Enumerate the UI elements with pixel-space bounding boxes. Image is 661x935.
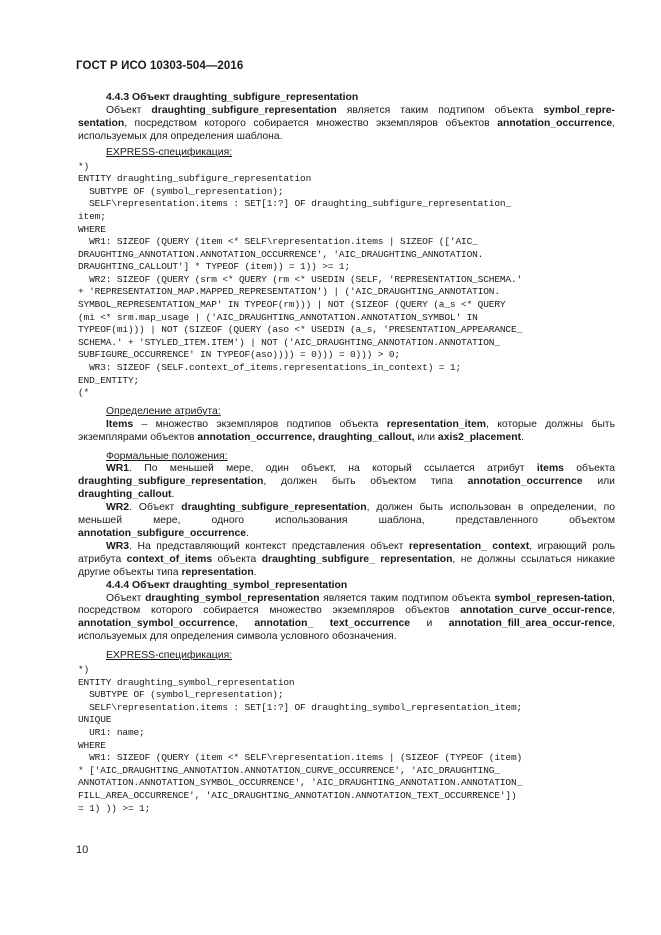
bold-term: symbol_represen-tation [494, 592, 613, 604]
text-run: или [582, 476, 615, 488]
text-run: или [414, 431, 438, 443]
formal-rule-wr2 [78, 502, 615, 541]
text-run: , посредством которого собирается множество экземпляров объектов [78, 592, 615, 617]
formal-rule-wr1 [78, 463, 615, 502]
bold-term: axis2_placement [437, 431, 522, 443]
express-code-443: *) ENTITY draughting_subfigure_representation SUBTYPE OF (symbol_representation); SELF\representation.items : SET[1:?] OF draughting_subfigure_representation_ item; WHERE WR1: SIZEOF (QUERY (item <* SELF\representation.items | SIZEOF (['AIC_ DRAUGHTING_ANNOTATION.ANNOTATION_OCCURRENCE', 'AIC_DRAUGHTING_ANNOTATION. DRAUGHTING_CALLOUT'] * TYPEOF (item)) = 1)) >= 1; WR2: SIZEOF (QUERY (srm <* QUERY (rm <* USEDIN (SELF, 'REPRESENTATION_SCHEMA.' + 'REPRESENTATION_MAP.MAPPED_REPRESENTATION') | ('AIC_DRAUGHTING_ANNOTATION. SYMBOL_REPRESENTATION_MAP' IN TYPEOF(rm))) | NOT (SIZEOF (QUERY (a_s <* QUERY (mi <* srm.map_usage | ('AIC_DRAUGHTING_ANNOTATION.ANNOTATION_SYMBOL' IN TYPEOF(mi))) | NOT (SIZEOF (QUERY (aso <* USEDIN (a_s, 'PRESENTATION_APPEARANCE_ SCHEMA.' + 'STYLED_ITEM.ITEM') | NOT ('AIC_DRAUGHTING_ANNOTATION.ANNOTATION_ SUBFIGURE_OCCURRENCE' IN TYPEOF(aso)))) = 0))) = 0))) > 0; WR3: SIZEOF (SELF.context_of_items.representations_in_context) = 1; END_ENTITY; (* [78, 160, 523, 399]
text-run: является таким подтипом объекта [336, 104, 544, 116]
page-number: 10 [76, 844, 89, 856]
section-heading-443: 4.4.3 Объект draughting_subfigure_representation [106, 92, 359, 103]
formal-rule-wr3 [78, 541, 615, 580]
bold-term: context_of_items [126, 553, 213, 565]
bold-term: annotation_symbol_occurrence [78, 618, 236, 630]
text-run: объекта [212, 553, 262, 565]
document-body [78, 92, 615, 815]
text-run: , используемых для определения символа условного обозначения. [78, 618, 616, 643]
formal-propositions-label: Формальные положения: [106, 450, 228, 462]
bold-term: WR2 [106, 502, 130, 514]
text-run: , [612, 605, 615, 617]
section-444-intro [78, 593, 615, 645]
text-run: и [410, 618, 449, 630]
bold-term: WR1 [106, 463, 130, 475]
bold-term: representation_item [386, 418, 487, 430]
text-run: . На представляющий контекст представления объект [129, 540, 409, 552]
express-code-444: *) ENTITY draughting_symbol_representation SUBTYPE OF (symbol_representation); SELF\representation.items : SET[1:?] OF draughting_symbol_representation_item; UNIQUE UR1: name; WHERE WR1: SIZEOF (QUERY (item <* SELF\representation.items | (SIZEOF (TYPEOF (item) * ['AIC_DRAUGHTING_ANNOTATION.ANNOTATION_CURVE_OCCURRENCE', 'AIC_DRAUGHTING_ ANNOTATION.ANNOTATION_SYMBOL_OCCURRENCE', 'AIC_DRAUGHTING_ANNOTATION.ANNOTATION_ FILL_AREA_OCCURRENCE', 'AIC_DRAUGHTING_ANNOTATION.ANNOTATION_TEXT_OCCURRENCE']) = 1) )) >= 1; [78, 664, 523, 814]
section-443-intro [78, 105, 615, 144]
text-run: , не должны ссылаться никакие другие объекты типа [78, 553, 615, 578]
attribute-definition-label: Определение атрибута: [106, 405, 221, 417]
text-run: , должен быть использован в определении, по меньшей мере, одного использования шаблона, представленного объектом [78, 502, 615, 527]
text-run: . [246, 527, 249, 539]
attribute-items-definition [78, 419, 615, 445]
bold-term: annotation_fill_area_occur-rence [448, 618, 613, 630]
bold-term: symbol_repre-sentation [78, 104, 615, 129]
text-run: . По меньшей мере, один объект, на который ссылается атрибут [129, 463, 537, 475]
text-run: . [521, 431, 524, 443]
bold-term: annotation_ text_occurrence [254, 618, 411, 630]
text-run: Объект [106, 104, 152, 116]
text-run: , используемых для определения шаблона. [78, 117, 615, 142]
express-spec-label-444: EXPRESS-спецификация: [106, 650, 233, 662]
bold-term: annotation_occurrence, draughting_callout, [197, 431, 415, 443]
text-run: . Объект [129, 502, 182, 514]
bold-term: draughting_symbol_representation [145, 592, 320, 604]
text-run: Объект [106, 592, 146, 604]
bold-term: draughting_callout [78, 489, 172, 501]
page-header-title: ГОСТ Р ИСО 10303-504—2016 [76, 60, 244, 72]
text-run: , посредством которого собирается множество экземпляров объектов [124, 117, 498, 129]
text-run: , должен быть объектом типа [263, 476, 468, 488]
text-run: – множество экземпляров подтипов объекта [133, 418, 387, 430]
bold-term: items [536, 463, 564, 475]
text-run: , которые должны быть экземплярами объектов [78, 418, 615, 443]
text-run: , играющий роль атрибута [78, 540, 616, 565]
text-run: объекта [563, 463, 615, 475]
bold-term: representation_ context [408, 540, 530, 552]
bold-term: draughting_subfigure_representation [78, 476, 264, 488]
bold-term: draughting_subfigure_ representation [261, 553, 453, 565]
bold-term: draughting_subfigure_representation [151, 104, 337, 116]
bold-term: annotation_occurrence [467, 476, 583, 488]
bold-term: Items [106, 418, 134, 430]
bold-term: annotation_curve_occur-rence [460, 605, 613, 617]
text-run: . [171, 489, 175, 501]
bold-term: WR3 [106, 540, 130, 552]
text-run: является таким подтипом объекта [319, 592, 495, 604]
text-run: . [253, 566, 257, 578]
section-heading-444: 4.4.4 Объект draughting_symbol_representation [106, 579, 348, 591]
bold-term: annotation_subfigure_occurrence [78, 527, 247, 539]
bold-term: annotation_occurrence [497, 117, 613, 129]
bold-term: draughting_subfigure_representation [181, 502, 367, 514]
bold-term: representation [181, 566, 254, 578]
text-run: , [235, 618, 255, 630]
express-spec-label-443: EXPRESS-спецификация: [106, 146, 233, 158]
